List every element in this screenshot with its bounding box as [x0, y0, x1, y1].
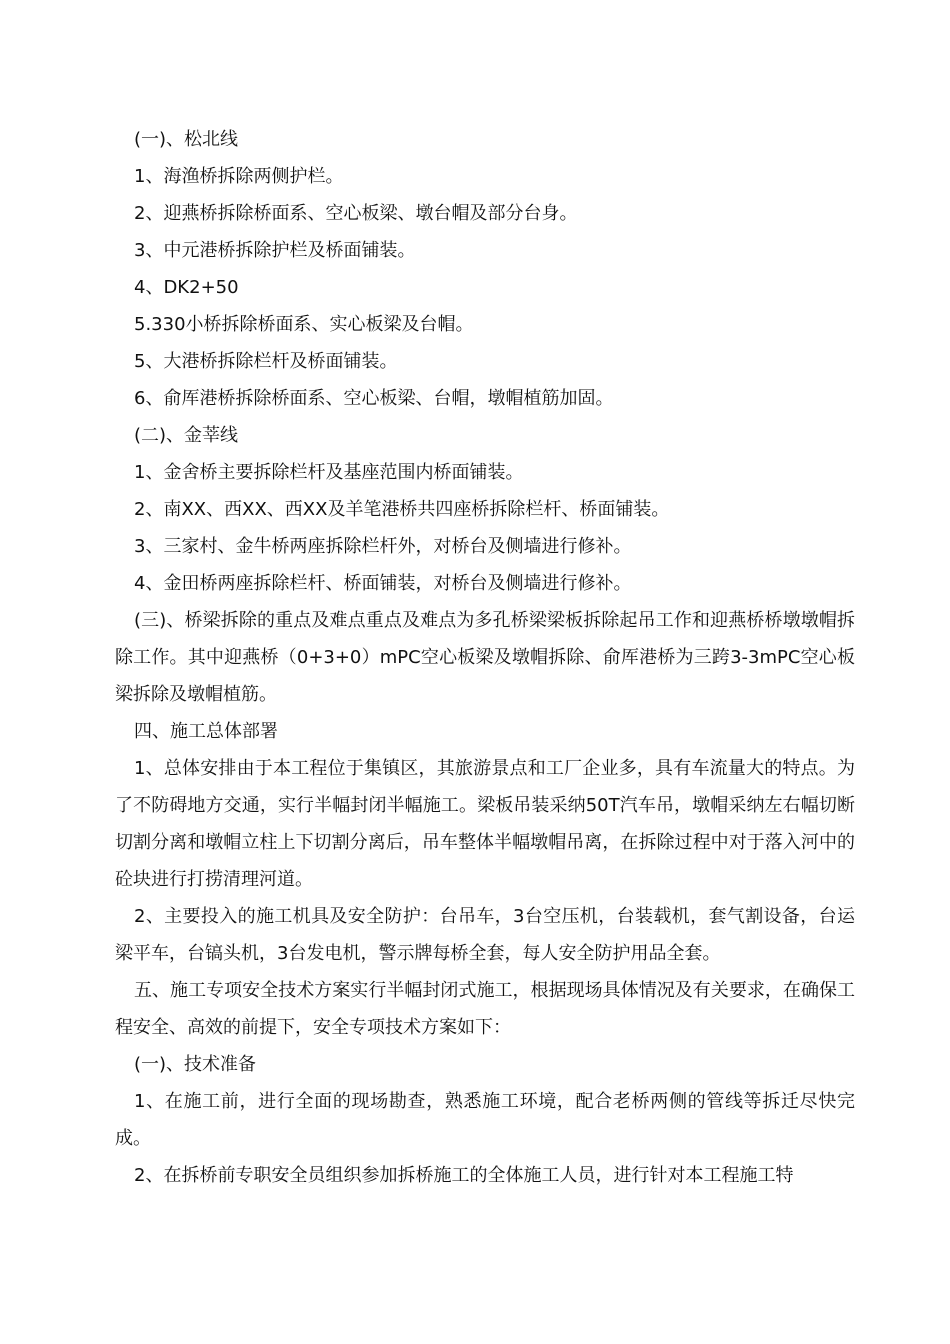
- list-item: 2、在拆桥前专职安全员组织参加拆桥施工的全体施工人员，进行针对本工程施工特: [134, 1165, 794, 1186]
- list-item: 1、在施工前，进行全面的现场勘查，熟悉施工环境，配合老桥两侧的管线等拆迁尽快完成。: [115, 1091, 855, 1149]
- list-item: 2、主要投入的施工机具及安全防护：台吊车，3台空压机，台装载机，套气割设备，台运梁平车，台镐头机，3台发电机，警示牌每桥全套，每人安全防护用品全套。: [115, 906, 855, 964]
- list-item: 4、DK2+50: [134, 277, 239, 298]
- section-heading-tech-prep: (一)、技术准备: [134, 1054, 257, 1075]
- list-item: 5.330小桥拆除桥面系、实心板梁及台帽。: [134, 314, 474, 335]
- list-item: 5、大港桥拆除栏杆及桥面铺装。: [134, 351, 398, 372]
- section-safety-plan: 五、施工专项安全技术方案实行半幅封闭式施工，根据现场具体情况及有关要求，在确保工程安全、高效的前提下，安全专项技术方案如下：: [115, 980, 855, 1038]
- list-item: 1、金舍桥主要拆除栏杆及基座范围内桥面铺装。: [134, 462, 524, 483]
- list-item: 6、俞厍港桥拆除桥面系、空心板梁、台帽，墩帽植筋加固。: [134, 388, 614, 409]
- list-item: 2、迎燕桥拆除桥面系、空心板梁、墩台帽及部分台身。: [134, 203, 578, 224]
- list-item: 1、海渔桥拆除两侧护栏。: [134, 166, 344, 187]
- list-item: 1、总体安排由于本工程位于集镇区，其旅游景点和工厂企业多，具有车流量大的特点。为了不防碍地方交通，实行半幅封闭半幅施工。梁板吊装采纳50T汽车吊，墩帽采纳左右幅切断切割分离和墩帽立柱上下切割分离后，吊车整体半幅墩帽吊离，在拆除过程中对于落入河中的砼块进行打捞清理河道。: [115, 758, 855, 890]
- list-item: 3、中元港桥拆除护栏及桥面铺装。: [134, 240, 416, 261]
- list-item: 4、金田桥两座拆除栏杆、桥面铺装，对桥台及侧墙进行修补。: [134, 573, 632, 594]
- section-heading-jinxin: (二)、金莘线: [134, 425, 239, 446]
- list-item: 2、南XX、西XX、西XX及羊笔港桥共四座桥拆除栏杆、桥面铺装。: [134, 499, 670, 520]
- document-body: [115, 121, 855, 1194]
- section-heading-deployment: 四、施工总体部署: [134, 721, 278, 742]
- section-key-difficulties: (三)、桥梁拆除的重点及难点重点及难点为多孔桥梁梁板拆除起吊工作和迎燕桥桥墩墩帽拆除工作。其中迎燕桥（0+3+0）mPC空心板梁及墩帽拆除、俞厍港桥为三跨3-3mPC空心板梁拆除及墩帽植筋。: [115, 610, 855, 705]
- section-heading-songbei: (一)、松北线: [134, 129, 239, 150]
- list-item: 3、三家村、金牛桥两座拆除栏杆外，对桥台及侧墙进行修补。: [134, 536, 632, 557]
